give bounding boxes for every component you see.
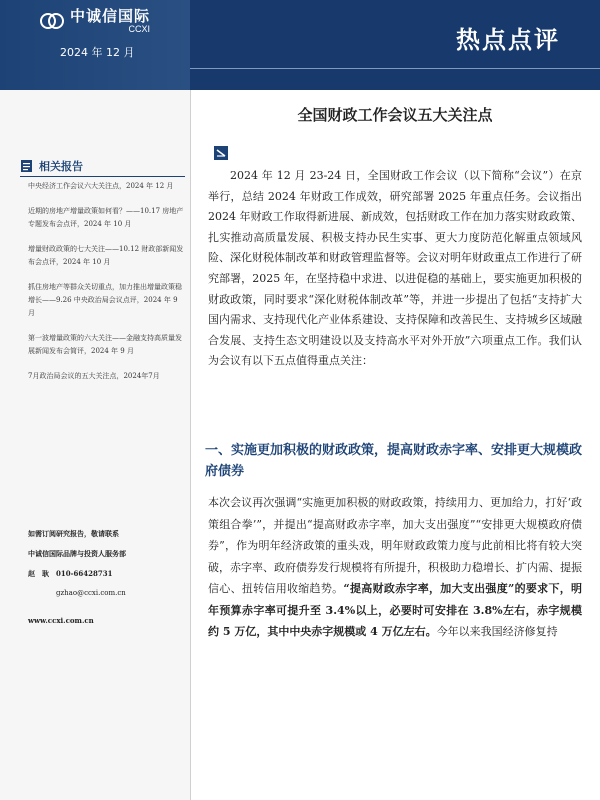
section-1-text-tail: 今年以来我国经济修复持 xyxy=(436,625,558,638)
intro-text: 2024 年 12 月 23-24 日，全国财政工作会议（以下简称“会议”）在京举行，总结 2024 年财政工作成效，研究部署 2025 年重点任务。会议指出 2024 年财政工作取得新进展、新成效，包括财政工作在加力落实财政政策、扎实推动高质量发展、积极支持办民生实事、更大力度防范化解重点领域风险、深化财税体制改革和财政管理监督等。会议对明年财政重点工作进行了研究部署，2025 年，在坚持稳中求进、以进促稳的基础上，要实施更加积极的财政政策，同时要求“深化财税体制改革”等，并进一步提出了包括“支持扩大国内需求、支持现代化产业体系建设、支持保障和改善民生、支持城乡区域融合发展、支持生态文明建设以及支持高水平对外开放”六项重点工作。我们认为会议有以下五点值得重点关注： xyxy=(208,169,582,368)
section-1-bold-text: “提高财政赤字率，加大支出强度”的要求下，明年预算赤字率可提升至 3.4%以上，必要时可安排在 3.8%左右，赤字规模约 5 万亿，其中中央赤字规模或 4 万亿左右。 xyxy=(208,582,583,638)
sidebar-divider xyxy=(190,90,191,800)
contact-subscribe: 如需订阅研究报告，敬请联系 xyxy=(28,529,119,538)
ccxi-logo xyxy=(40,8,150,34)
section-marker-icon xyxy=(214,146,228,160)
related-report-item[interactable]: 增量财政政策的七大关注——10.12 财政部新闻发布会点评，2024 年 10 月 xyxy=(28,245,184,266)
document-title: 全国财政工作会议五大关注点 xyxy=(297,106,493,124)
logo-cn: 中诚信国际 xyxy=(70,7,151,25)
related-report-item[interactable]: 7月政治局会议的五大关注点，2024年7月 xyxy=(28,372,160,380)
section-1-text: 本次会议再次强调“实施更加积极的财政政策，持续用力、更加给力，打好‘政策组合拳’”，并提出“提高财政赤字率，加大支出强度”“安排更大规模政府债券”，作为明年经济政策的重头戏，明年财政政策力度与此前相比将有较大突破，赤字率、政府债券发行规模将有所提升，积极助力稳增长、扩内需、提振信心、扭转信用收缩趋势。 xyxy=(208,496,582,595)
intro-paragraph xyxy=(208,166,582,372)
contact-website[interactable]: www.ccxi.com.cn xyxy=(28,616,94,625)
related-report-item[interactable]: 第一波增量政策的六大关注——金融支持高质量发展新闻发布会简评，2024 年 9 月 xyxy=(28,334,182,355)
header-divider xyxy=(190,68,600,69)
section-1-paragraph xyxy=(208,492,582,643)
section-1-heading: 一、实施更加积极的财政政策，提高财政赤字率、安排更大规模政府债券 xyxy=(205,443,583,479)
related-reports-title: 相关报告 xyxy=(39,160,83,173)
contact-department: 中诚信国际品牌与投资人服务部 xyxy=(28,549,126,558)
related-report-item[interactable]: 近期的房地产增量政策如何看？——10.17 房地产专题发布会点评，2024 年 10 月 xyxy=(28,207,184,228)
related-reports-rule xyxy=(20,176,185,177)
report-header xyxy=(0,0,600,90)
header-brand-block xyxy=(0,0,190,90)
document-icon xyxy=(20,159,34,173)
related-reports-list xyxy=(28,180,186,395)
contact-block xyxy=(28,528,178,635)
report-type-title: 热点点评 xyxy=(456,26,560,54)
contact-person: 赵 耿 010-66428731 xyxy=(28,569,113,578)
related-report-item[interactable]: 抓住房地产等群众关切重点，加力推出增量政策稳增长——9.26 中央政治局会议点评，2024 年 9 月 xyxy=(28,283,182,317)
report-date: 2024 年 12 月 xyxy=(60,46,135,59)
related-reports-heading xyxy=(20,158,83,174)
related-report-item[interactable]: 中央经济工作会议六大关注点，2024 年 12 月 xyxy=(28,182,174,190)
ccxi-logo-icon xyxy=(40,11,64,31)
contact-email[interactable]: gzhao@ccxi.com.cn xyxy=(56,589,126,597)
logo-en: CCXI xyxy=(128,24,151,34)
